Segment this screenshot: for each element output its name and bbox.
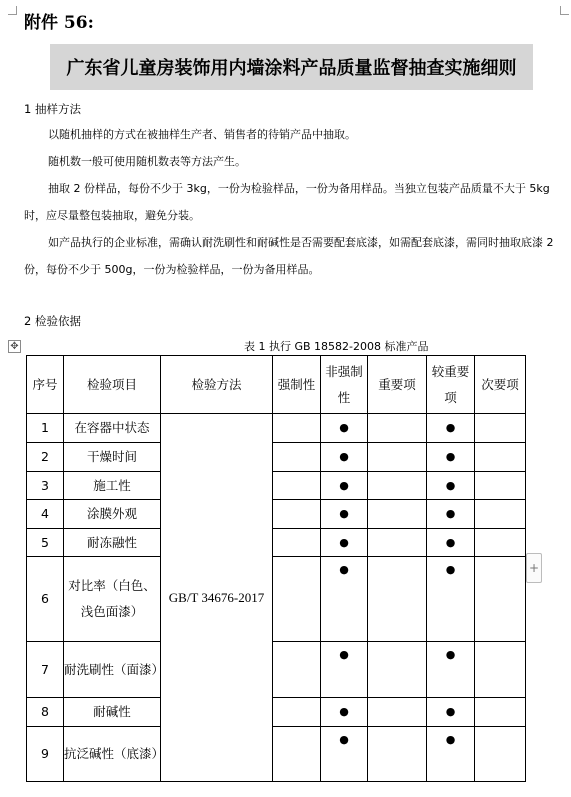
- cell-seq: 6: [27, 557, 64, 642]
- table-row: [27, 443, 526, 472]
- cell-fairly-important-mark: ●: [427, 500, 475, 529]
- cell-seq: 7: [27, 642, 64, 698]
- cell-item: 耐冻融性: [64, 529, 161, 557]
- cell-non-mandatory-mark: ●: [321, 642, 368, 698]
- cell-important: [368, 642, 427, 698]
- section-heading-basis: 2 检验依据: [24, 314, 81, 328]
- attachment-label: 附件 56:: [24, 13, 94, 33]
- cell-minor: [475, 642, 526, 698]
- cell-mandatory: [273, 642, 321, 698]
- header-seq: 序号: [27, 356, 64, 414]
- inspection-table: [26, 355, 526, 782]
- cell-important: [368, 727, 427, 782]
- paragraph: 如产品执行的企业标准，需确认耐洗刷性和耐碱性是否需要配套底漆，如需配套底漆，需同时抽取底漆 2 份，每份不少于 500g，一份为检验样品，一份为备用样品。: [24, 236, 554, 276]
- cell-item: 抗泛碱性（底漆）: [64, 727, 161, 782]
- cell-seq: 9: [27, 727, 64, 782]
- document-title: 广东省儿童房装饰用内墙涂料产品质量监督抽查实施细则: [50, 44, 533, 90]
- paragraph: 抽取 2 份样品，每份不少于 3kg，一份为检验样品，一份为备用样品。当独立包装产品质量不大于 5kg 时，应尽量整包装抽取，避免分装。: [24, 182, 550, 222]
- table-move-handle[interactable]: ✥: [8, 340, 21, 353]
- cell-fairly-important-mark: ●: [427, 529, 475, 557]
- cell-item: 耐洗刷性（面漆）: [64, 642, 161, 698]
- cell-non-mandatory-mark: ●: [321, 500, 368, 529]
- cell-seq: 8: [27, 698, 64, 727]
- cell-mandatory: [273, 698, 321, 727]
- cell-item: 涂膜外观: [64, 500, 161, 529]
- cell-important: [368, 472, 427, 500]
- header-important: 重要项: [368, 356, 427, 414]
- cell-mandatory: [273, 500, 321, 529]
- cell-mandatory: [273, 472, 321, 500]
- table-row: [27, 472, 526, 500]
- cell-minor: [475, 727, 526, 782]
- cell-item: 干燥时间: [64, 443, 161, 472]
- cell-fairly-important-mark: ●: [427, 642, 475, 698]
- header-mandatory: 强制性: [273, 356, 321, 414]
- cell-important: [368, 414, 427, 443]
- cell-minor: [475, 529, 526, 557]
- cell-fairly-important-mark: ●: [427, 443, 475, 472]
- cell-minor: [475, 557, 526, 642]
- header-item: 检验项目: [64, 356, 161, 414]
- table-row: [27, 727, 526, 782]
- cell-non-mandatory-mark: ●: [321, 698, 368, 727]
- cell-minor: [475, 443, 526, 472]
- table-row: [27, 414, 526, 443]
- cell-mandatory: [273, 557, 321, 642]
- cell-fairly-important-mark: ●: [427, 727, 475, 782]
- cell-mandatory: [273, 727, 321, 782]
- cell-non-mandatory-mark: ●: [321, 472, 368, 500]
- cell-non-mandatory-mark: ●: [321, 529, 368, 557]
- table-caption: 表 1 执行 GB 18582-2008 标准产品: [244, 340, 429, 353]
- cell-important: [368, 698, 427, 727]
- cell-seq: 4: [27, 500, 64, 529]
- cell-non-mandatory-mark: ●: [321, 557, 368, 642]
- cell-minor: [475, 500, 526, 529]
- cell-seq: 1: [27, 414, 64, 443]
- paragraph: 随机数一般可使用随机数表等方法产生。: [48, 155, 246, 168]
- header-minor: 次要项: [475, 356, 526, 414]
- table-row: [27, 698, 526, 727]
- cell-item: 对比率（白色、浅色面漆）: [64, 557, 161, 642]
- cell-important: [368, 500, 427, 529]
- page-corner-mark-right: [560, 6, 569, 15]
- header-method: 检验方法: [161, 356, 273, 414]
- table-row: [27, 642, 526, 698]
- cell-fairly-important-mark: ●: [427, 472, 475, 500]
- cell-method: GB/T 34676-2017: [161, 414, 273, 782]
- cell-fairly-important-mark: ●: [427, 414, 475, 443]
- cell-fairly-important-mark: ●: [427, 557, 475, 642]
- cell-fairly-important-mark: ●: [427, 698, 475, 727]
- paragraph: 以随机抽样的方式在被抽样生产者、销售者的待销产品中抽取。: [48, 128, 356, 141]
- cell-important: [368, 529, 427, 557]
- cell-mandatory: [273, 529, 321, 557]
- cell-mandatory: [273, 414, 321, 443]
- cell-important: [368, 443, 427, 472]
- cell-seq: 5: [27, 529, 64, 557]
- cell-non-mandatory-mark: ●: [321, 443, 368, 472]
- table-row: [27, 500, 526, 529]
- page-corner-mark-left: [8, 6, 17, 15]
- header-fairly-important: 较重要项: [427, 356, 475, 414]
- cell-minor: [475, 698, 526, 727]
- add-row-button[interactable]: +: [526, 553, 542, 583]
- cell-seq: 3: [27, 472, 64, 500]
- cell-minor: [475, 414, 526, 443]
- header-non-mandatory: 非强制性: [321, 356, 368, 414]
- cell-non-mandatory-mark: ●: [321, 414, 368, 443]
- cell-non-mandatory-mark: ●: [321, 727, 368, 782]
- cell-item: 耐碱性: [64, 698, 161, 727]
- cell-important: [368, 557, 427, 642]
- cell-minor: [475, 472, 526, 500]
- table-row: [27, 529, 526, 557]
- cell-seq: 2: [27, 443, 64, 472]
- cell-item: 施工性: [64, 472, 161, 500]
- table-header-row: [27, 356, 526, 414]
- cell-mandatory: [273, 443, 321, 472]
- table-row: [27, 557, 526, 642]
- section-heading-sampling: 1 抽样方法: [24, 102, 81, 116]
- cell-item: 在容器中状态: [64, 414, 161, 443]
